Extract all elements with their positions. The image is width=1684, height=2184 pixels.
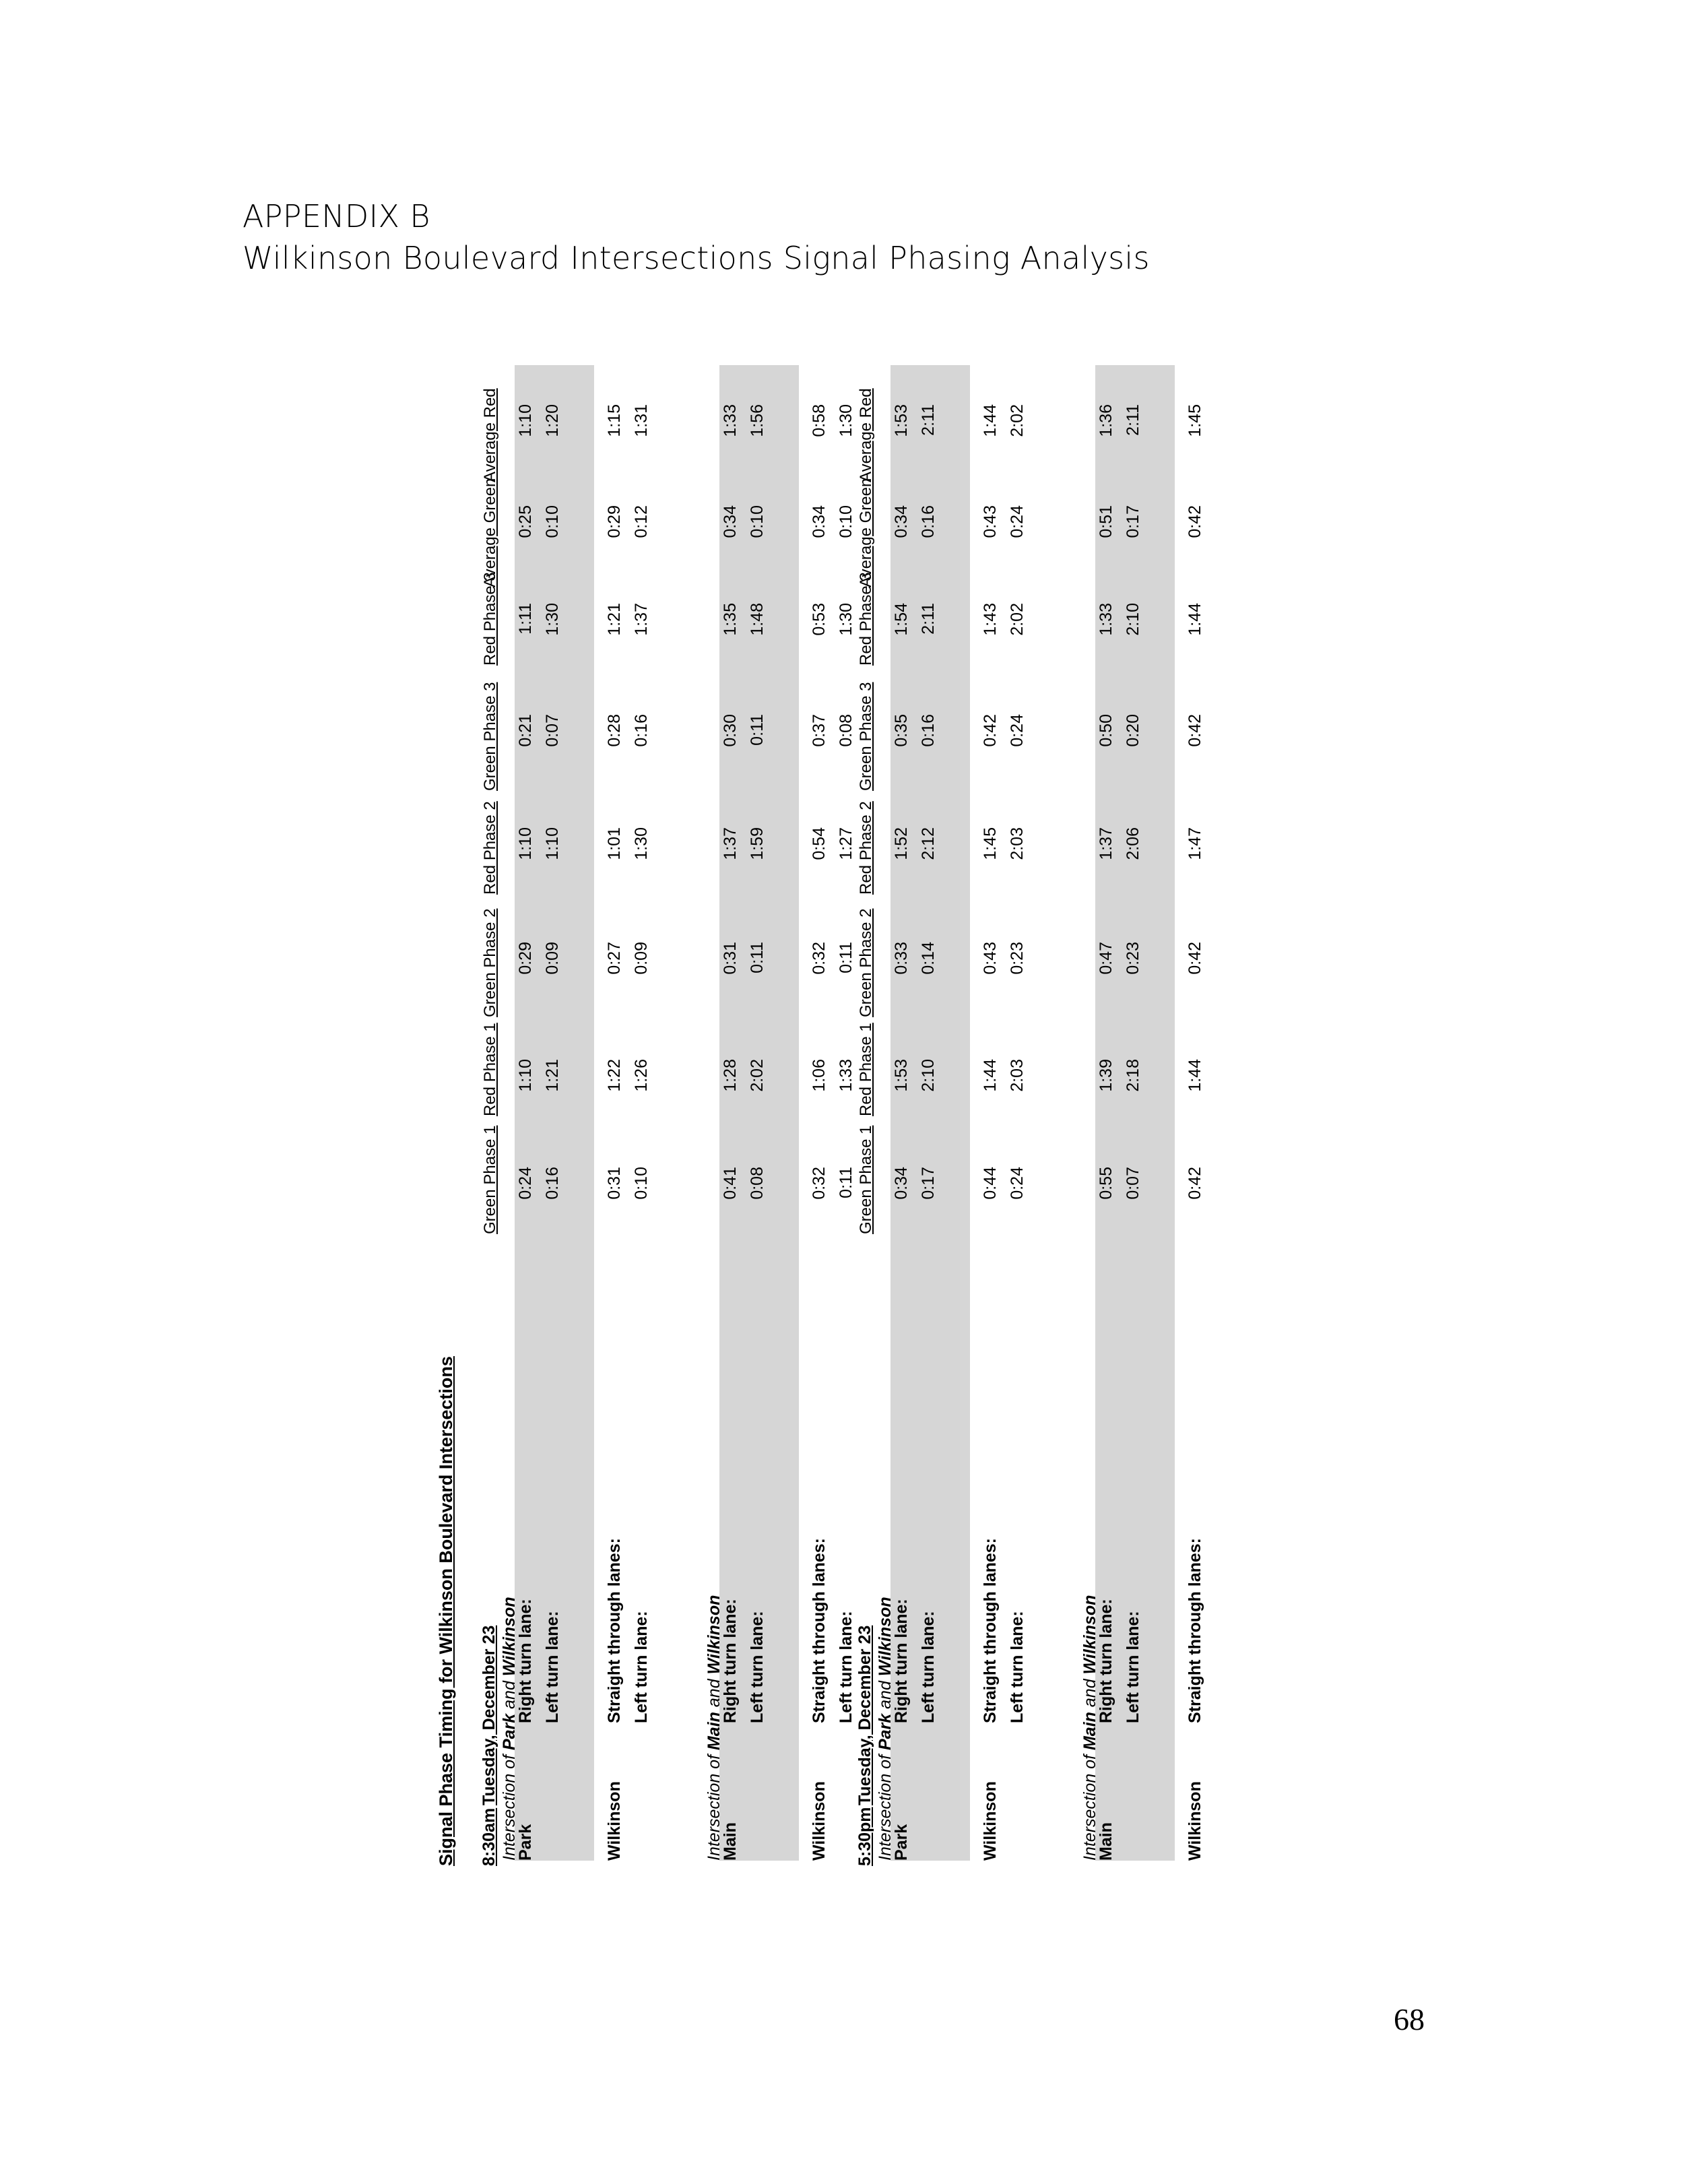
timing-value: 0:42 bbox=[1186, 505, 1204, 538]
timing-value: 1:54 bbox=[892, 603, 911, 636]
timing-value: 0:42 bbox=[1186, 1167, 1204, 1200]
road-name: Wilkinson bbox=[981, 1781, 1000, 1861]
timing-value: 2:02 bbox=[1008, 603, 1027, 636]
timing-value: 1:35 bbox=[721, 603, 740, 636]
signal-phase-table bbox=[424, 364, 1219, 1880]
timing-value: 1:44 bbox=[981, 404, 1000, 437]
timing-value: 1:53 bbox=[892, 404, 911, 437]
timing-value: 0:25 bbox=[516, 505, 535, 538]
timing-value: 0:37 bbox=[810, 714, 829, 747]
lane-label: Left turn lane: bbox=[837, 1611, 855, 1723]
road-name: Wilkinson bbox=[1186, 1781, 1204, 1861]
column-header: Green Phase 2 bbox=[857, 908, 875, 1017]
timing-value: 0:16 bbox=[543, 1167, 562, 1200]
timing-value: 1:45 bbox=[981, 827, 1000, 860]
timing-value: 0:07 bbox=[1124, 1167, 1142, 1200]
column-header: Red Phase 2 bbox=[857, 801, 875, 895]
lane-label: Left turn lane: bbox=[748, 1611, 767, 1723]
caption-part: and bbox=[1080, 1674, 1099, 1712]
column-header: Average Green bbox=[857, 478, 875, 587]
timing-value: 0:09 bbox=[543, 942, 562, 975]
caption-part: Wilkinson bbox=[705, 1595, 723, 1675]
caption-part: Park bbox=[500, 1713, 519, 1751]
timing-value: 1:27 bbox=[837, 827, 855, 860]
timing-value: 0:41 bbox=[721, 1167, 740, 1200]
timing-value: 0:16 bbox=[632, 714, 651, 747]
caption-part: Intersection of bbox=[500, 1750, 519, 1861]
lane-label: Right turn lane: bbox=[892, 1599, 911, 1723]
timing-value: 0:44 bbox=[981, 1167, 1000, 1200]
road-name: Park bbox=[516, 1824, 535, 1861]
session-date: Tuesday, December 23 bbox=[855, 1625, 874, 1805]
road-name: Park bbox=[892, 1824, 911, 1861]
lane-label: Straight through lanes: bbox=[605, 1538, 624, 1723]
timing-value: 0:53 bbox=[810, 603, 829, 636]
column-header: Green Phase 1 bbox=[857, 1125, 875, 1234]
timing-value: 0:10 bbox=[543, 505, 562, 538]
page-number: 68 bbox=[1394, 2002, 1425, 2036]
timing-value: 0:54 bbox=[810, 827, 829, 860]
timing-value: 0:27 bbox=[605, 942, 624, 975]
lane-label: Left turn lane: bbox=[1124, 1611, 1142, 1723]
lane-label: Straight through lanes: bbox=[810, 1538, 829, 1723]
timing-value: 1:10 bbox=[516, 404, 535, 437]
column-header: Green Phase 1 bbox=[481, 1125, 499, 1234]
caption-part: Main bbox=[1080, 1712, 1099, 1751]
caption-part: and bbox=[705, 1674, 723, 1712]
timing-value: 0:24 bbox=[516, 1167, 535, 1200]
timing-value: 0:16 bbox=[919, 505, 938, 538]
lane-label: Left turn lane: bbox=[632, 1611, 651, 1723]
caption-part: Intersection of bbox=[705, 1750, 723, 1861]
caption-part: Wilkinson bbox=[876, 1597, 895, 1677]
appendix-subtitle: Wilkinson Boulevard Intersections Signal Phasing Analysis bbox=[242, 240, 1150, 276]
timing-value: 1:31 bbox=[632, 404, 651, 437]
timing-value: 1:15 bbox=[605, 404, 624, 437]
caption-part: and bbox=[500, 1676, 519, 1714]
timing-value: 0:21 bbox=[516, 714, 535, 747]
timing-value: 0:20 bbox=[1124, 714, 1142, 747]
timing-value: 2:11 bbox=[919, 404, 938, 436]
timing-value: 0:31 bbox=[721, 942, 740, 975]
timing-value: 0:32 bbox=[810, 1167, 829, 1200]
timing-value: 0:10 bbox=[632, 1167, 651, 1200]
caption-part: Intersection of bbox=[876, 1750, 895, 1861]
timing-value: 0:58 bbox=[810, 404, 829, 437]
timing-value: 1:44 bbox=[981, 1059, 1000, 1092]
timing-value: 0:24 bbox=[1008, 714, 1027, 747]
timing-value: 0:31 bbox=[605, 1167, 624, 1200]
timing-value: 0:34 bbox=[810, 505, 829, 538]
caption-part: Intersection of bbox=[1080, 1750, 1099, 1861]
lane-label: Right turn lane: bbox=[516, 1599, 535, 1723]
column-header: Average Red bbox=[857, 388, 875, 482]
lane-label: Straight through lanes: bbox=[1186, 1538, 1204, 1723]
timing-value: 1:37 bbox=[632, 603, 651, 636]
timing-value: 0:08 bbox=[837, 714, 855, 747]
timing-value: 2:06 bbox=[1124, 827, 1142, 860]
timing-value: 2:10 bbox=[1124, 603, 1142, 636]
column-header: Red Phase 3 bbox=[481, 572, 499, 666]
timing-value: 0:23 bbox=[1008, 942, 1027, 975]
timing-value: 1:26 bbox=[632, 1059, 651, 1092]
timing-value: 1:33 bbox=[837, 1059, 855, 1092]
timing-value: 1:44 bbox=[1186, 603, 1204, 636]
session-time: 8:30am bbox=[480, 1807, 498, 1866]
timing-value: 1:20 bbox=[543, 404, 562, 437]
table-title: Signal Phase Timing for Wilkinson Boulevard Intersections bbox=[436, 1356, 456, 1866]
session-time: 5:30pm bbox=[855, 1807, 874, 1866]
timing-value: 0:34 bbox=[892, 1167, 911, 1200]
road-name: Main bbox=[721, 1822, 740, 1861]
lane-label: Left turn lane: bbox=[1008, 1611, 1027, 1723]
timing-value: 1:47 bbox=[1186, 827, 1204, 860]
road-name: Wilkinson bbox=[810, 1781, 829, 1861]
timing-value: 1:43 bbox=[981, 603, 1000, 636]
timing-value: 1:10 bbox=[543, 827, 562, 860]
timing-value: 1:59 bbox=[748, 827, 767, 860]
timing-value: 0:43 bbox=[981, 942, 1000, 975]
timing-value: 1:56 bbox=[748, 404, 767, 437]
timing-value: 0:08 bbox=[748, 1167, 767, 1200]
timing-value: 1:45 bbox=[1186, 404, 1204, 437]
timing-value: 0:43 bbox=[981, 505, 1000, 538]
column-header: Green Phase 3 bbox=[857, 682, 875, 791]
timing-value: 0:51 bbox=[1097, 505, 1115, 538]
appendix-heading bbox=[242, 195, 1150, 279]
timing-value: 0:29 bbox=[516, 942, 535, 975]
timing-value: 0:42 bbox=[981, 714, 1000, 747]
timing-value: 0:14 bbox=[919, 942, 938, 975]
timing-value: 0:32 bbox=[810, 942, 829, 975]
timing-value: 1:30 bbox=[837, 404, 855, 437]
lane-label: Straight through lanes: bbox=[981, 1538, 1000, 1723]
timing-value: 0:30 bbox=[721, 714, 740, 747]
timing-value: 0:42 bbox=[1186, 714, 1204, 747]
timing-value: 2:02 bbox=[748, 1059, 767, 1092]
timing-value: 1:37 bbox=[721, 827, 740, 860]
timing-value: 1:33 bbox=[721, 404, 740, 437]
timing-value: 1:30 bbox=[543, 603, 562, 636]
timing-value: 1:06 bbox=[810, 1059, 829, 1092]
timing-value: 2:03 bbox=[1008, 1059, 1027, 1092]
timing-value: 2:11 bbox=[1124, 404, 1142, 436]
timing-value: 1:53 bbox=[892, 1059, 911, 1092]
timing-value: 2:10 bbox=[919, 1059, 938, 1092]
timing-value: 1:10 bbox=[516, 1059, 535, 1092]
column-header: Red Phase 3 bbox=[857, 572, 875, 666]
timing-value: 0:29 bbox=[605, 505, 624, 538]
timing-value: 1:30 bbox=[632, 827, 651, 860]
caption-part: Main bbox=[705, 1712, 723, 1751]
timing-value: 1:36 bbox=[1097, 404, 1115, 437]
timing-value: 0:47 bbox=[1097, 942, 1115, 975]
road-name: Wilkinson bbox=[605, 1781, 624, 1861]
timing-value: 0:10 bbox=[837, 505, 855, 538]
column-header: Average Green bbox=[481, 478, 499, 587]
timing-value: 1:21 bbox=[605, 603, 624, 636]
timing-value: 1:01 bbox=[605, 827, 624, 860]
timing-value: 0:33 bbox=[892, 942, 911, 975]
timing-value: 0:11 bbox=[837, 1167, 855, 1198]
timing-value: 1:37 bbox=[1097, 827, 1115, 860]
timing-value: 0:17 bbox=[919, 1167, 938, 1200]
lane-label: Left turn lane: bbox=[543, 1611, 562, 1723]
timing-value: 0:50 bbox=[1097, 714, 1115, 747]
timing-value: 1:33 bbox=[1097, 603, 1115, 636]
timing-value: 0:34 bbox=[721, 505, 740, 538]
timing-value: 0:55 bbox=[1097, 1167, 1115, 1200]
appendix-label: APPENDIX B bbox=[242, 198, 430, 234]
caption-part: Wilkinson bbox=[1080, 1595, 1099, 1675]
caption-part: Wilkinson bbox=[500, 1597, 519, 1677]
timing-value: 1:11 bbox=[516, 603, 535, 635]
timing-value: 1:21 bbox=[543, 1059, 562, 1092]
timing-value: 0:42 bbox=[1186, 942, 1204, 975]
timing-value: 0:23 bbox=[1124, 942, 1142, 975]
timing-value: 0:24 bbox=[1008, 505, 1027, 538]
lane-label: Right turn lane: bbox=[721, 1599, 740, 1723]
timing-value: 1:39 bbox=[1097, 1059, 1115, 1092]
timing-value: 2:03 bbox=[1008, 827, 1027, 860]
timing-value: 0:11 bbox=[837, 942, 855, 973]
timing-value: 1:52 bbox=[892, 827, 911, 860]
timing-value: 0:12 bbox=[632, 505, 651, 538]
column-header: Red Phase 1 bbox=[857, 1023, 875, 1116]
timing-value: 0:11 bbox=[748, 942, 767, 973]
timing-value: 2:12 bbox=[919, 827, 938, 860]
caption-part: Park bbox=[876, 1713, 895, 1751]
column-header: Red Phase 2 bbox=[481, 801, 499, 895]
lane-label: Left turn lane: bbox=[919, 1611, 938, 1723]
column-header: Green Phase 3 bbox=[481, 682, 499, 791]
timing-value: 0:10 bbox=[748, 505, 767, 538]
timing-value: 1:22 bbox=[605, 1059, 624, 1092]
road-name: Main bbox=[1097, 1822, 1115, 1861]
timing-value: 1:30 bbox=[837, 603, 855, 636]
column-header: Red Phase 1 bbox=[481, 1023, 499, 1116]
timing-value: 2:11 bbox=[919, 603, 938, 635]
caption-part: and bbox=[876, 1676, 895, 1714]
column-header: Average Red bbox=[481, 388, 499, 482]
timing-value: 0:34 bbox=[892, 505, 911, 538]
timing-value: 0:17 bbox=[1124, 505, 1142, 538]
timing-value: 0:16 bbox=[919, 714, 938, 747]
timing-value: 0:07 bbox=[543, 714, 562, 747]
column-header: Green Phase 2 bbox=[481, 908, 499, 1017]
timing-value: 0:09 bbox=[632, 942, 651, 975]
timing-value: 1:48 bbox=[748, 603, 767, 636]
timing-value: 1:28 bbox=[721, 1059, 740, 1092]
timing-value: 2:02 bbox=[1008, 404, 1027, 437]
timing-value: 0:28 bbox=[605, 714, 624, 747]
timing-value: 0:24 bbox=[1008, 1167, 1027, 1200]
timing-value: 0:11 bbox=[748, 714, 767, 746]
timing-value: 2:18 bbox=[1124, 1059, 1142, 1092]
session-date: Tuesday, December 23 bbox=[480, 1625, 498, 1805]
timing-value: 1:44 bbox=[1186, 1059, 1204, 1092]
timing-value: 0:35 bbox=[892, 714, 911, 747]
lane-label: Right turn lane: bbox=[1097, 1599, 1115, 1723]
timing-value: 1:10 bbox=[516, 827, 535, 860]
